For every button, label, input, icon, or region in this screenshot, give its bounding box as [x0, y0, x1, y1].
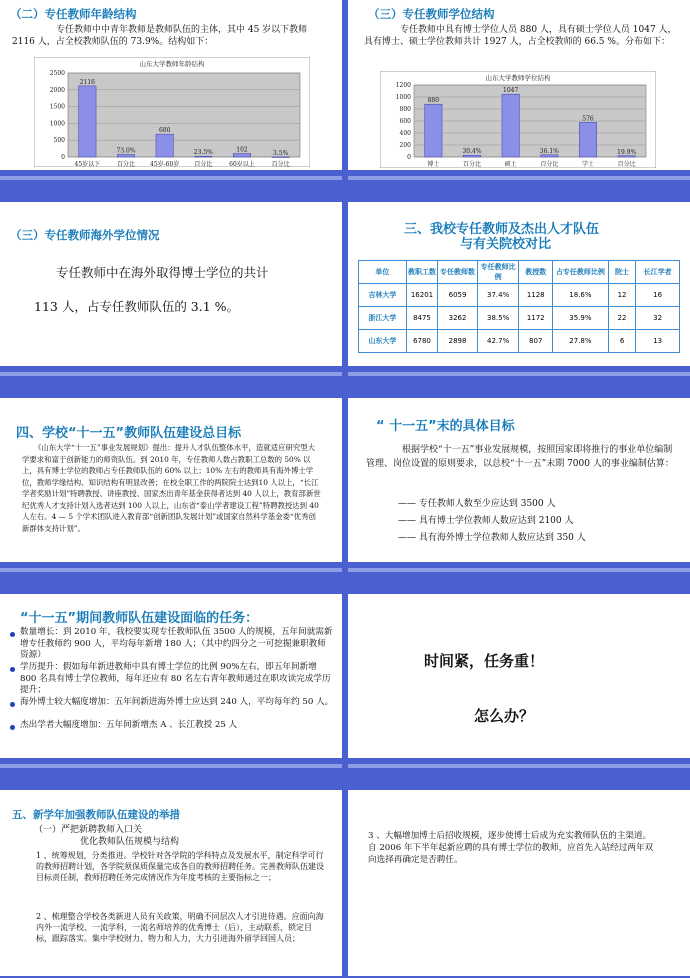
slide-title: 五、新学年加强教师队伍建设的举措	[12, 809, 180, 821]
data-label: 1047	[503, 87, 519, 95]
table-cell: 18.6%	[552, 284, 608, 307]
slide-title: 四、学校“十一五”教师队伍建设总目标	[16, 426, 242, 441]
table-cell: 6	[608, 330, 635, 353]
slide-degree-structure	[348, 0, 690, 192]
slide-comparison	[348, 196, 690, 388]
table-row	[359, 330, 680, 353]
chart-title: 山东大学教师年龄结构	[139, 60, 205, 68]
x-tick-label: 60岁以上	[229, 161, 255, 167]
bar	[117, 155, 134, 157]
y-tick-label: 2000	[49, 86, 65, 94]
slide-measures	[0, 784, 342, 976]
slide-title: （三）专任教师海外学位情况	[10, 228, 160, 242]
table-header-row	[359, 261, 680, 284]
table-cell: 吉林大学	[359, 284, 407, 307]
header-cell: 院士	[608, 261, 635, 284]
postdoc-text: 3 、大幅增加博士后招收规模，逐步使博士后成为充实教师队伍的主渠道。自 2006 年下半年起新应聘的具有博士学位的教师，应首先入站经过两年双向选择再确定是否聘任。	[368, 831, 654, 865]
urgent-line2: 怎么办？	[474, 707, 535, 725]
data-label: 19.9%	[617, 148, 637, 156]
plot-area	[68, 73, 300, 157]
table-cell: 27.8%	[552, 330, 608, 353]
age-chart	[34, 57, 310, 167]
urgent-line1: 时间紧，任务重！	[424, 652, 545, 670]
data-label: 102	[236, 146, 248, 154]
slide-title-line1: 三、我校专任教师及杰出人才队伍	[404, 222, 600, 237]
y-tick-label: 1000	[49, 120, 65, 128]
data-label: 2116	[79, 78, 95, 86]
y-tick-label: 2500	[49, 70, 65, 77]
task-item: 数量增长：到 2010 年，我校要实现专任教师队伍 3500 人的规模，五年间就需新增专任教师约 900 人，平均每年新增 180 人；（其中约四分之一可挖掘兼职教师资源）	[20, 627, 333, 660]
data-label: 880	[427, 97, 440, 105]
measure-paragraph: 1 、统筹规划，分类推进。学校针对各学院的学科特点及发展水平，制定科学可行的教师招聘计划，各学院须保质保量完成各自的教师招聘任务。完善教师队伍建设目标责任制，教师招聘任务完成情况作为年度考核的主要指标之一；	[36, 851, 324, 882]
y-tick-label: 1500	[49, 103, 65, 111]
y-tick-label: 1000	[395, 94, 411, 101]
bar	[195, 156, 212, 157]
table-cell: 12	[608, 284, 635, 307]
table-cell: 38.5%	[477, 307, 519, 330]
data-label: 3.5%	[273, 149, 289, 157]
x-tick-label: 45岁-60岁	[150, 161, 180, 167]
chart-title: 山东大学教师学位结构	[485, 74, 551, 82]
bar	[272, 157, 289, 158]
y-tick-label: 1200	[395, 82, 411, 89]
task-item: 海外博士较大幅度增加：五年间新进海外博士应达到 240 人，平均每年约 50 人。	[20, 697, 334, 707]
table-cell: 37.4%	[477, 284, 519, 307]
header-cell: 教职工数	[406, 261, 437, 284]
subheading: 优化教师队伍规模与结构	[80, 837, 180, 847]
table-cell: 6780	[406, 330, 437, 353]
table-cell: 浙江大学	[359, 307, 407, 330]
bar	[463, 155, 480, 157]
bar	[156, 134, 173, 157]
y-tick-label: 0	[407, 154, 411, 161]
table-cell: 16	[636, 284, 680, 307]
header-cell: 占专任教师比例	[552, 261, 608, 284]
x-tick-label: 百分比	[194, 161, 213, 167]
table-cell: 22	[608, 307, 635, 330]
bar	[579, 122, 596, 157]
bullet-icon	[10, 632, 15, 637]
data-label: 73.0%	[116, 147, 136, 155]
table-cell: 1128	[519, 284, 553, 307]
bar	[541, 155, 558, 157]
data-label: 30.4%	[462, 148, 482, 156]
measure-paragraph: 2 、梳理整合学校各类新进人员有关政策，明确不同层次人才引进待遇。应面向海内外一流学校、一流学科，一流名师培养的优秀博士（后），主动联系，锁定目标，跟踪落实。集中学校财力、物力和人力，大力引进海外留学回国人员；	[36, 912, 324, 943]
header-cell: 单位	[359, 261, 407, 284]
table-cell: 807	[519, 330, 553, 353]
table-cell: 13	[636, 330, 680, 353]
slide-title: （三）专任教师学位结构	[368, 7, 495, 21]
goal-item: —— 专任教师人数至少应达到 3500 人	[398, 499, 556, 509]
task-item: 杰出学者大幅度增加：五年间新增杰 A 、长江教授 25 人	[20, 720, 238, 730]
table-cell: 32	[636, 307, 680, 330]
overseas-line1: 专任教师中在海外取得博士学位的共计	[56, 265, 269, 280]
data-label: 36.1%	[539, 147, 559, 155]
slide-title-line2: 与有关院校对比	[460, 237, 552, 252]
slide-text: 专任教师中中青年教师是教师队伍的主体，其中 45 岁以下教师 2116 人，占全校教师队伍的 73.9%。结构如下：	[12, 25, 308, 47]
x-tick-label: 学士	[581, 161, 595, 168]
y-tick-label: 200	[399, 142, 411, 149]
data-label: 23.5%	[193, 149, 213, 157]
x-tick-label: 百分比	[617, 161, 636, 168]
bar	[79, 86, 96, 157]
degree-chart	[380, 71, 656, 168]
slide-text: 根据学校“十一五”事业发展规模，按照国家即将推行的事业单位编制管理、岗位设置的原则要求，以总校“十一五”末期 7000 人的事业编制估算：	[366, 445, 674, 469]
slide-title: （二）专任教师年龄结构	[10, 7, 137, 21]
slide-overall-goal	[0, 392, 342, 584]
table-row	[359, 307, 680, 330]
slide-age-structure	[0, 0, 342, 192]
bar	[618, 156, 635, 157]
table-cell: 2898	[438, 330, 478, 353]
data-label: 576	[582, 115, 594, 123]
bar	[233, 154, 250, 157]
table-cell: 16201	[406, 284, 437, 307]
slide-specific-goals	[348, 392, 690, 584]
x-tick-label: 百分比	[540, 161, 559, 168]
table-cell: 35.9%	[552, 307, 608, 330]
table-cell: 42.7%	[477, 330, 519, 353]
table-cell: 6059	[438, 284, 478, 307]
slide-urgent	[348, 588, 690, 780]
x-tick-label: 博士	[427, 161, 440, 168]
y-tick-label: 600	[399, 118, 411, 125]
y-tick-label: 800	[399, 106, 411, 113]
table-cell: 1172	[519, 307, 553, 330]
overseas-line2: 113 人，占专任教师队伍的 3.1 %。	[34, 299, 240, 314]
table-row	[359, 284, 680, 307]
header-cell: 长江学者	[636, 261, 680, 284]
slide-postdoc	[348, 784, 690, 976]
task-item: 学历提升：假如每年新进教师中具有博士学位的比例 90%左右，即五年间新增 800 名具有博士学位教师，每年还应有 80 名左右青年教师通过在职攻读完成学历提升；	[20, 662, 331, 695]
header-cell: 专任教师数	[438, 261, 478, 284]
bar	[502, 94, 519, 157]
slide-tasks	[0, 588, 342, 780]
table-cell: 8475	[406, 307, 437, 330]
slide-text: 《山东大学“十一五”事业发展规划》提出：提升人才队伍整体水平，造就适应研究型大学要求和富于创新能力的师资队伍。到 2010 年，专任教师人数占教职工总数的 50% 以上，具有博士学位的教师占专任教师队伍的 60% 以上；10% 左右的教师具有海外博士学位，教师学缘结构、知识结构有明显改善；在校全职工作的两院院士达到10 人以上，“长江学者奖励计划”特聘教授、讲座教授、国家杰出青年基金获得者达到 40 人以上，教育部新世纪优秀人才支持计划入选者达到 100 人以上，山东省“泰山学者建设工程”特聘教授达到 40人左右。4 — 5 个学术团队进入教育部“创新团队发展计划”或国家自然科学基金委“优秀创新群体支持计划”。	[22, 443, 321, 533]
y-tick-label: 400	[399, 130, 411, 137]
slide-text: 专任教师中具有博士学位人员 880 人，具有硕士学位人员 1047 人，具有博士、硕士学位教师共计 1927 人，占全校教师的 66.5 %。分布如下：	[364, 25, 677, 47]
table-cell: 山东大学	[359, 330, 407, 353]
x-tick-label: 百分比	[116, 161, 136, 167]
header-cell: 专任教师比例	[477, 261, 519, 284]
bullet-icon	[10, 667, 15, 672]
y-tick-label: 0	[61, 154, 65, 161]
x-tick-label: 硕士	[504, 161, 517, 168]
table-cell: 3262	[438, 307, 478, 330]
goal-item: —— 具有海外博士学位教师人数应达到 350 人	[398, 533, 586, 543]
subheading: （一）严把新聘教师入口关	[34, 825, 143, 835]
bullet-icon	[10, 725, 15, 730]
comparison-table	[358, 260, 680, 353]
x-tick-label: 百分比	[462, 161, 482, 168]
slide-title: “十一五”期间教师队伍建设面临的任务：	[20, 611, 259, 626]
bullet-icon	[10, 702, 15, 707]
x-tick-label: 45岁以下	[74, 161, 101, 167]
bar	[425, 104, 442, 157]
data-label: 680	[158, 127, 171, 135]
y-tick-label: 500	[53, 137, 65, 145]
x-tick-label: 百分比	[271, 161, 290, 167]
goal-item: —— 具有博士学位教师人数应达到 2100 人	[398, 516, 574, 526]
slide-overseas-degree	[0, 196, 342, 388]
header-cell: 教授数	[519, 261, 553, 284]
slide-title: “ 十一五”末的具体目标	[376, 419, 515, 434]
